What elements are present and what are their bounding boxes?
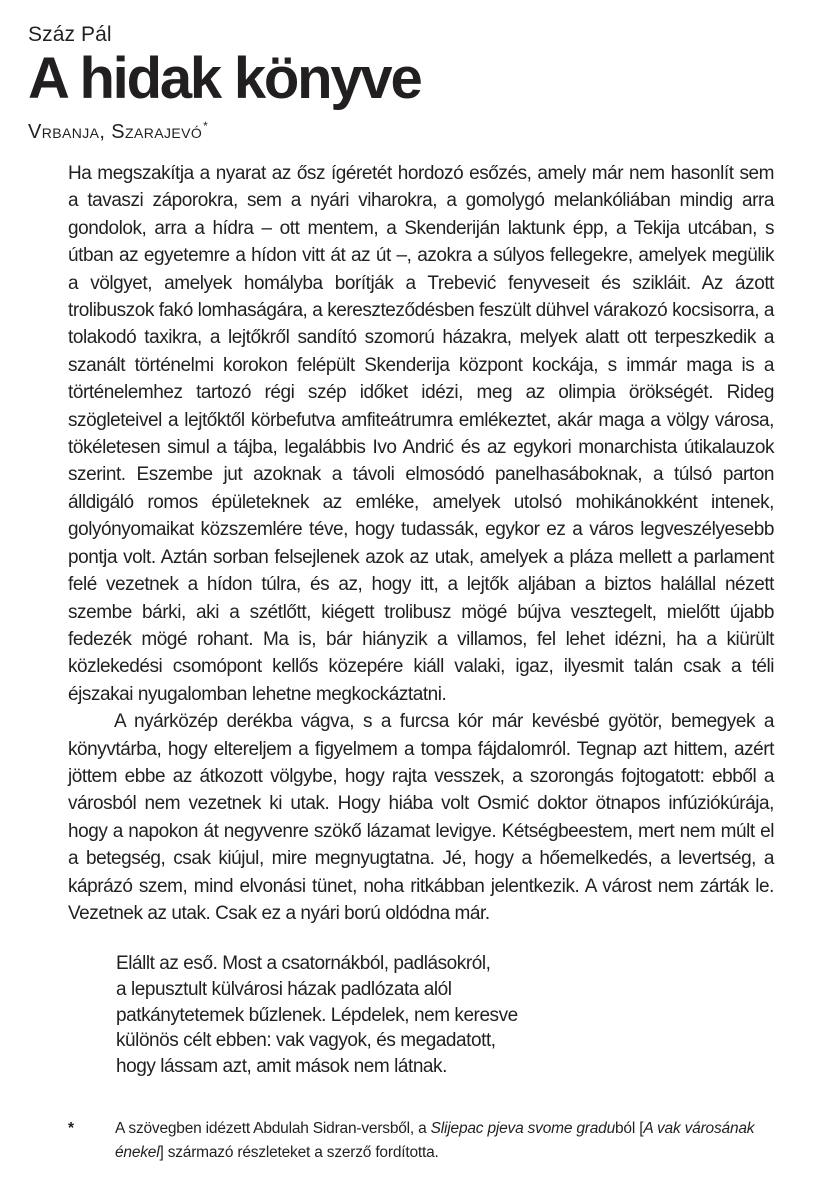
footnote-asterisk: * [68,1120,74,1137]
body-text [68,160,774,927]
paragraph-2: A nyárközép derékba vágva, s a furcsa kór már kevésbé gyötör, bemegyek a könyvtárba, hogy eltereljem a figyelmem a tompa fájdalomról. Tegnap azt hittem, azért jöttem ebbe az átkozott völgybe, hogy rajta vesszek, a szorongás fojtogatott: ebből a városból nem vezetnek ki utak. Hogy hiába volt Osmić doktor ötnapos infúziókúrája, hogy a napokon át negyvenre szökő lázamat levigye. Kétségbeestem, mert nem múlt el a betegség, csak kiújul, mire megnyugtatna. Jé, hogy a hőemelkedés, a levertség, a káprázó szem, mind elvonási tünet, noha ritkábban jelentkezik. A várost nem zárták le. Vezetnek az utak. Csak ez a nyári ború oldódna már. [68,711,774,924]
footnote-segment: ] származó részleteket a szerző fordította. [159,1143,439,1161]
footnote-reference-asterisk: * [203,119,209,134]
footnote-text [115,1117,770,1164]
location-text: Vrbanja, Szarajevó [28,121,203,143]
poem-line: a lepusztult külvárosi házak padlózata alól [116,978,452,1000]
footnote [68,1117,774,1164]
footnote-segment-italic-title: Slijepac pjeva svome gradu [430,1120,616,1137]
footnote-segment: A szövegben idézett Abdulah Sidran-versből, a [115,1120,431,1137]
poem-line: patkánytetemek bűzlenek. Lépdelek, nem keresve [116,1004,518,1026]
poem-line: hogy lássam azt, amit mások nem látnak. [116,1055,447,1077]
poem-line: különös célt ebben: vak vagyok, és megadatott, [116,1030,496,1052]
footnote-segment: ból [ [615,1120,644,1137]
article-title: A hidak könyve [28,46,421,111]
article-header [0,0,818,143]
paragraph-1: Ha megszakítja a nyarat az ősz ígéretét hordozó esőzés, amely már nem hasonlít sem a tavaszi záporokra, sem a nyári viharokra, a gomolygó melankóliában mindig arra gondolok, arra a hídra – ott mentem, a Skenderiján laktunk épp, a Tekija utcában, s útban az egyetemre a hídon vitt át az út –, azokra a súlyos fellegekre, amelyek megülik a völgyet, amelyek homályba borítják a Trebević fenyveseit és szikláit. Az ázott trolibuszok fakó lomhaságára, a kereszteződésben feszült dühvel várakozó kocsisorra, a tolakodó taxikra, a lejtőkről sandító szomorú házakra, melyek alatt ott terpeszkedik a szanált történelmi korokon felépült Skenderija központ kockája, s immár maga is a történelemhez tartozó régi szép időket idézi, meg az olimpia örökségét. Rideg szögleteivel a lejtőktől körbefutva amfiteátrumra emlékeztet, akár maga a völgy városa, tökéletesen simul a tájba, legalábbis Ivo Andrić és az egykori monarchista útikalauzok szerint. Eszembe jut azoknak a távoli elmosódó panelhasáboknak, a túlsó parton álldigáló romos épületeknek az emléke, amelyek utolsó mohikánokként intenek, golyónyomaikat közszemlére téve, hogy tudassák, egykor ez a város legveszélyesebb pontja volt. Aztán sorban felsejlenek azok az utak, amelyek a pláza mellett a parlament felé vezetnek a hídon túlra, és az, hogy itt, a lejtők aljában a biztos halállal nézett szembe bárki, aki a szétlőtt, kiégett trolibusz mögé bújva vesztegelt, mielőtt újabb fedezék mögé rohant. Ma is, bár hiányzik a villamos, fel lehet idézni, ha a kiürült közlekedési csomópont kellős közepére kiáll valaki, igaz, ilyesmit talán csak a téli éjszakai nyugalomban lehetne megkockáztatni. [68,163,774,705]
poem-line: Elállt az eső. Most a csatornákból, padlásokról, [116,953,491,975]
location-line [28,121,818,143]
footnote-segment-italic-translation: A vak városának énekel [115,1120,755,1161]
author-name: Száz Pál [28,23,112,46]
poem-quote [116,951,818,1079]
